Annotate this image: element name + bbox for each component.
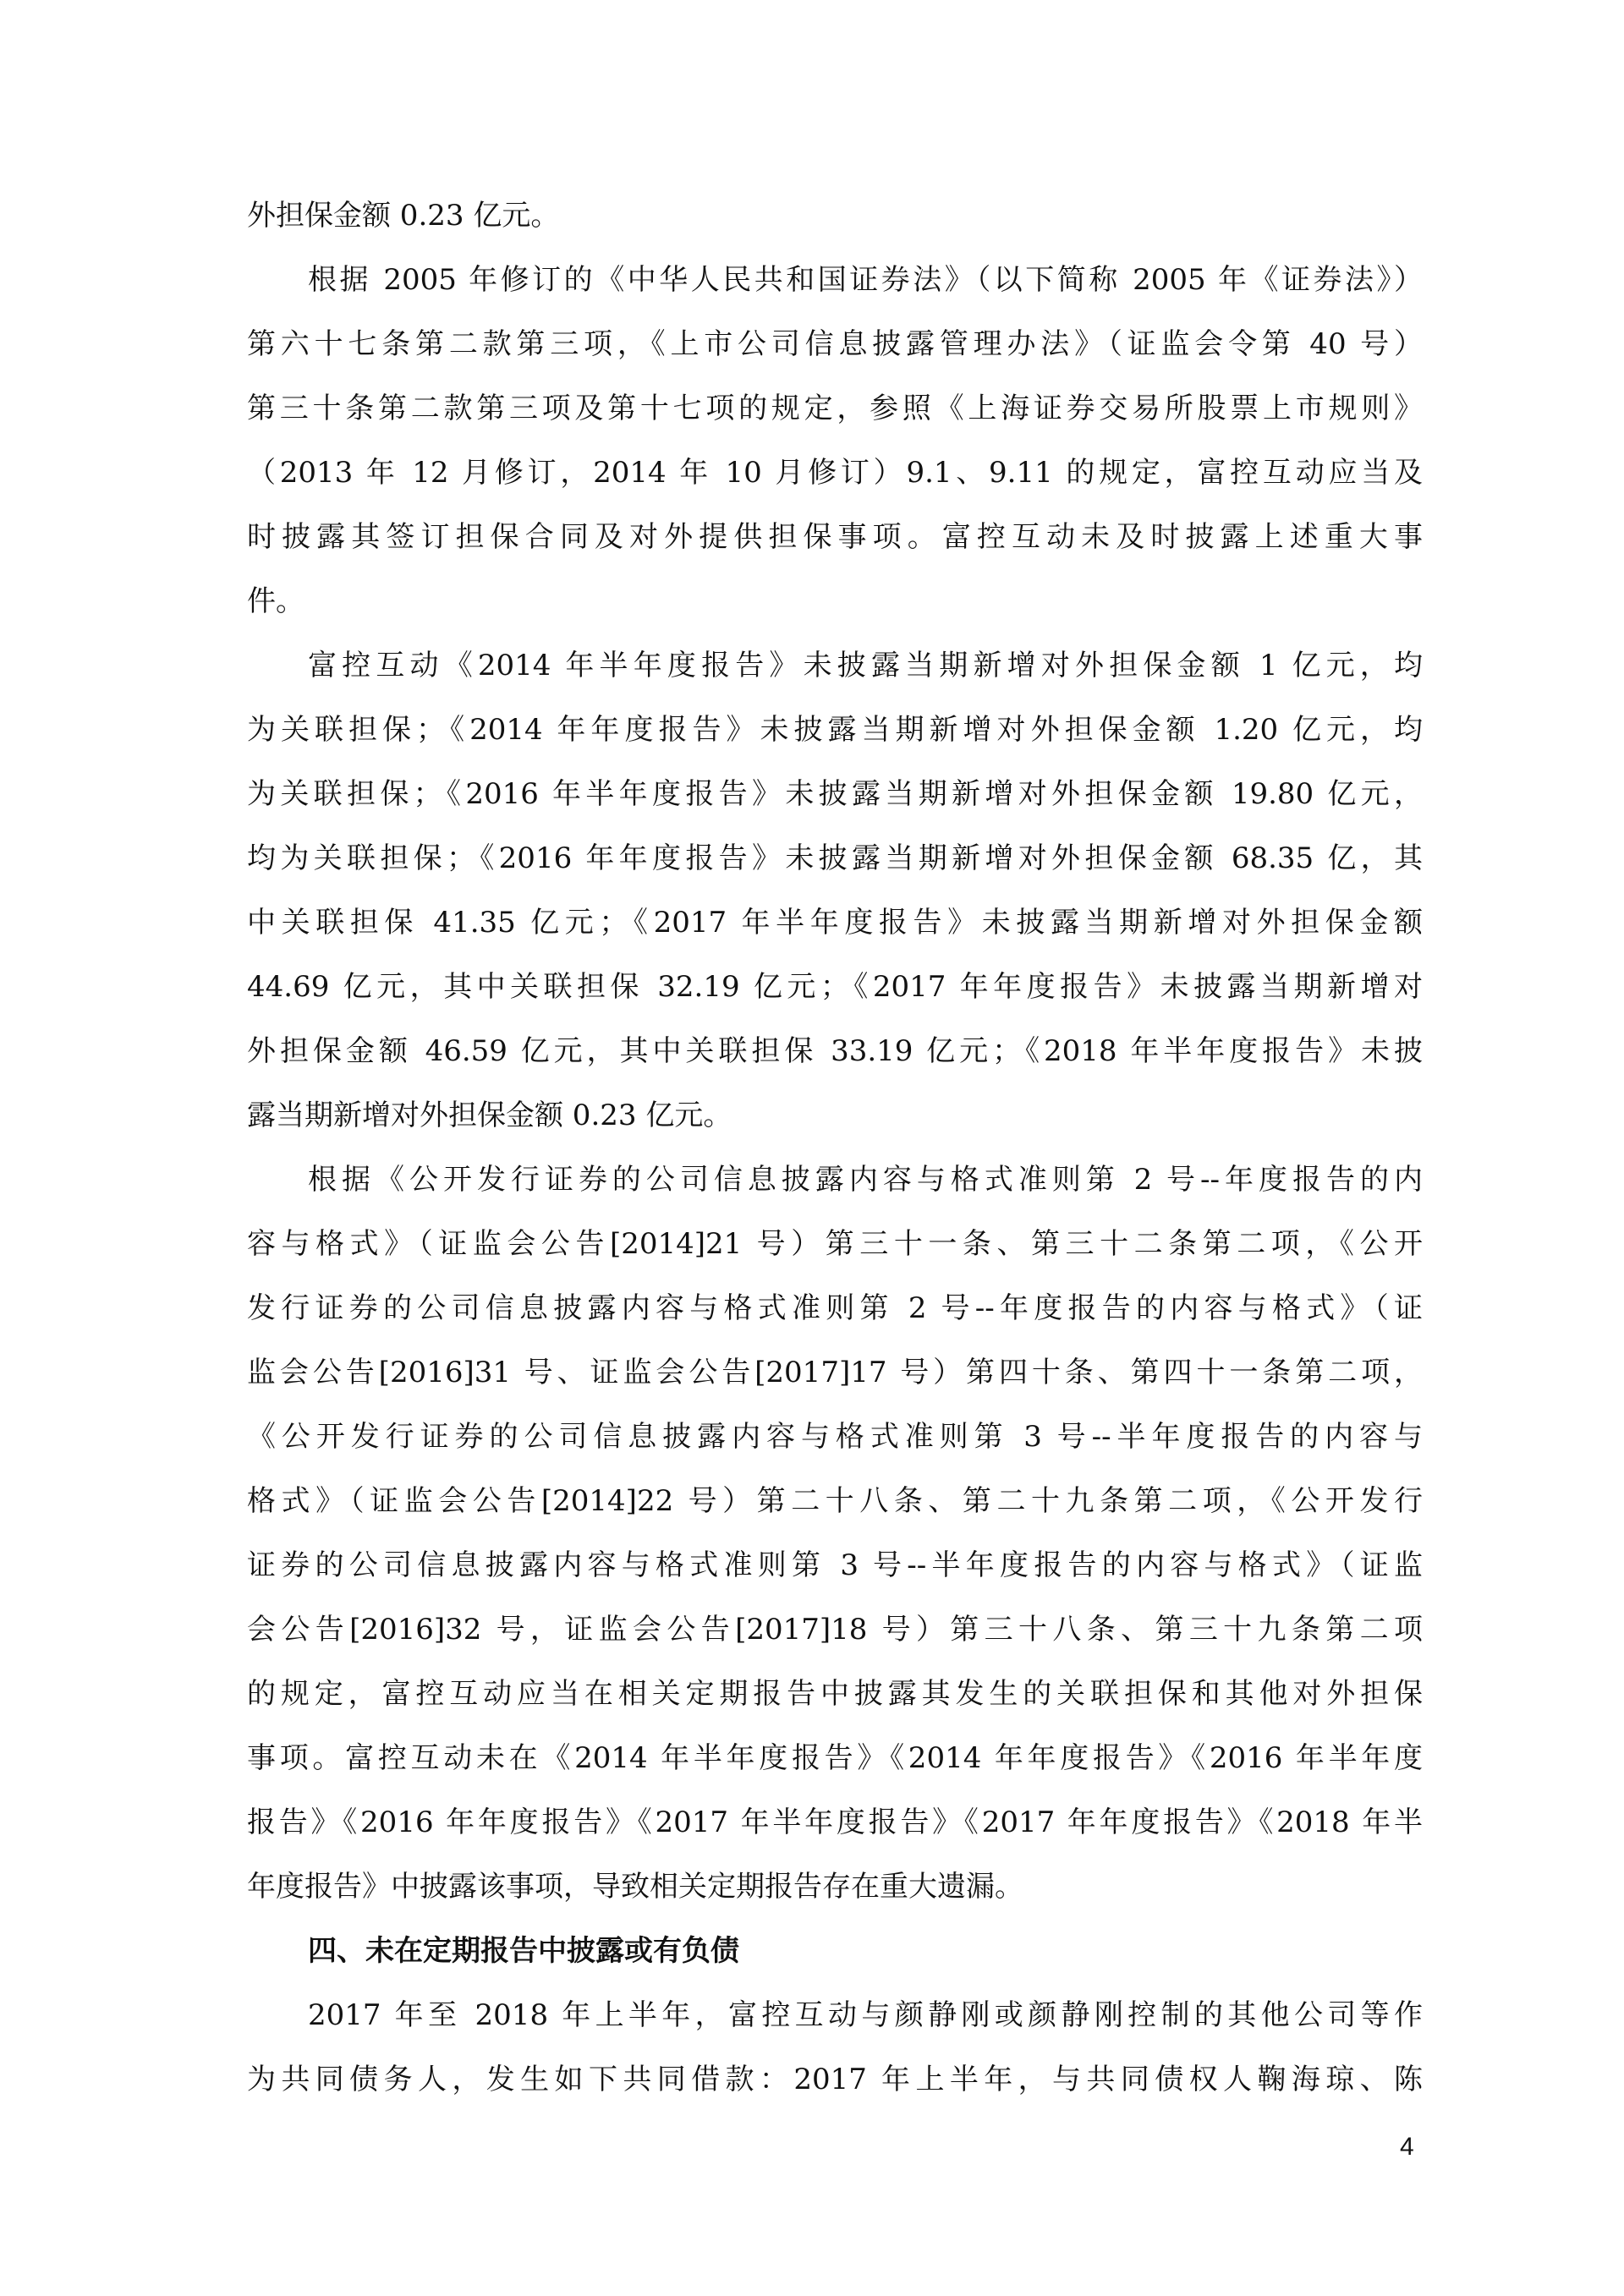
- paragraph-line: 均为关联担保；《2016 年年度报告》未披露当期新增对外担保金额 68.35 亿，其: [247, 841, 1423, 875]
- paragraph-line: 外担保金额 46.59 亿元，其中关联担保 33.19 亿元；《2018 年半年度报告》未披: [247, 1034, 1423, 1068]
- paragraph-line: 时披露其签订担保合同及对外提供担保事项。富控互动未及时披露上述重大事: [247, 520, 1423, 554]
- page-number: 4: [1400, 2133, 1414, 2161]
- paragraph-line: 会公告[2016]32 号，证监会公告[2017]18 号）第三十八条、第三十九条第二项: [247, 1613, 1423, 1647]
- document-body: [247, 190, 1423, 2118]
- paragraph-line: 中关联担保 41.35 亿元；《2017 年半年度报告》未披露当期新增对外担保金额: [247, 906, 1423, 940]
- paragraph-line: 为关联担保；《2014 年年度报告》未披露当期新增对外担保金额 1.20 亿元，均: [247, 713, 1423, 747]
- paragraph-line: 证券的公司信息披露内容与格式准则第 3 号--半年度报告的内容与格式》（证监: [247, 1548, 1423, 1582]
- paragraph-line: 富控互动《2014 年半年度报告》未披露当期新增对外担保金额 1 亿元，均: [308, 649, 1423, 682]
- paragraph-line: 《公开发行证券的公司信息披露内容与格式准则第 3 号--半年度报告的内容与: [247, 1420, 1423, 1454]
- paragraph-line: 事项。富控互动未在《2014 年半年度报告》《2014 年年度报告》《2016 年半年度: [247, 1741, 1423, 1775]
- paragraph-line: 的规定，富控互动应当在相关定期报告中披露其发生的关联担保和其他对外担保: [247, 1677, 1423, 1711]
- paragraph-line: 容与格式》（证监会公告[2014]21 号）第三十一条、第三十二条第二项，《公开: [247, 1227, 1423, 1261]
- paragraph-line: 年度报告》中披露该事项，导致相关定期报告存在重大遗漏。: [247, 1870, 1023, 1904]
- paragraph-line: 报告》《2016 年年度报告》《2017 年半年度报告》《2017 年年度报告》《2018 年半: [247, 1806, 1423, 1839]
- paragraph-line: 外担保金额 0.23 亿元。: [247, 199, 560, 233]
- paragraph-line: 为共同债务人，发生如下共同借款：2017 年上半年，与共同债权人鞠海琼、陈: [247, 2063, 1423, 2096]
- paragraph-line: 监会公告[2016]31 号、证监会公告[2017]17 号）第四十条、第四十一条第二项，: [247, 1356, 1423, 1389]
- paragraph-line: 44.69 亿元，其中关联担保 32.19 亿元；《2017 年年度报告》未披露当期新增对: [247, 970, 1423, 1004]
- paragraph-line: 发行证券的公司信息披露内容与格式准则第 2 号--年度报告的内容与格式》（证: [247, 1291, 1423, 1325]
- paragraph-line: 第六十七条第二款第三项，《上市公司信息披露管理办法》（证监会令第 40 号）: [247, 327, 1423, 361]
- paragraph-line: 第三十条第二款第三项及第十七项的规定，参照《上海证券交易所股票上市规则》: [247, 392, 1423, 425]
- paragraph-line: （2013 年 12 月修订，2014 年 10 月修订）9.1、9.11 的规定，富控互动应当及: [247, 456, 1423, 490]
- paragraph-line: 根据 2005 年修订的《中华人民共和国证券法》（以下简称 2005 年《证券法》）: [308, 263, 1423, 297]
- section-heading: 四、未在定期报告中披露或有负债: [308, 1934, 739, 1968]
- paragraph-line: 件。: [247, 584, 304, 618]
- paragraph-line: 2017 年至 2018 年上半年，富控互动与颜静刚或颜静刚控制的其他公司等作: [308, 1998, 1423, 2032]
- paragraph-line: 为关联担保；《2016 年半年度报告》未披露当期新增对外担保金额 19.80 亿元，: [247, 777, 1423, 811]
- paragraph-line: 根据《公开发行证券的公司信息披露内容与格式准则第 2 号--年度报告的内: [308, 1163, 1423, 1197]
- paragraph-line: 露当期新增对外担保金额 0.23 亿元。: [247, 1099, 732, 1132]
- paragraph-line: 格式》（证监会公告[2014]22 号）第二十八条、第二十九条第二项，《公开发行: [247, 1484, 1423, 1518]
